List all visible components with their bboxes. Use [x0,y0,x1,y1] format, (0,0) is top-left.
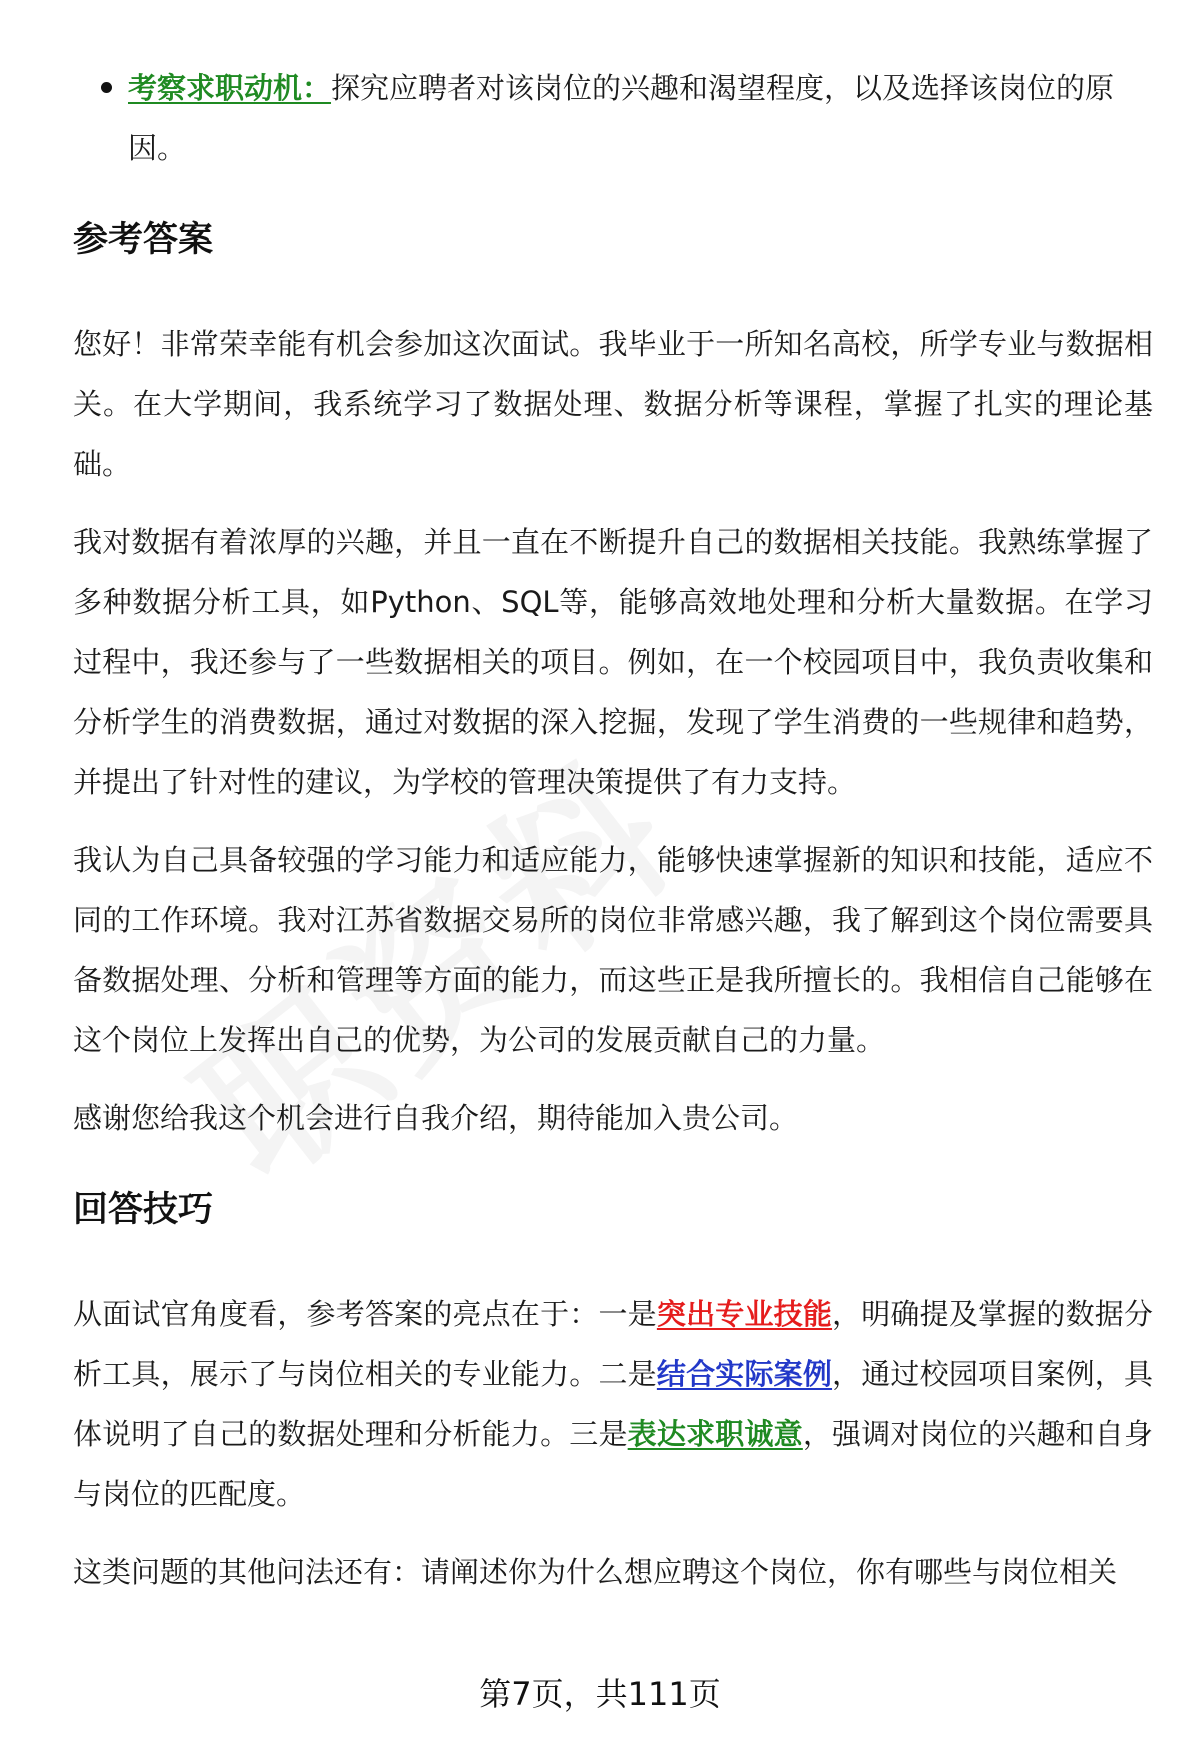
tips-text-4: ，强调对岗位的兴趣和自身与岗位的匹配度。 [73,1417,1153,1511]
page-number: 第7页，共111页 [479,1675,721,1713]
answer-paragraph-4: 感谢您给我这个机会进行自我介绍，期待能加入贵公司。 [73,1101,799,1135]
highlight-real-cases: 结合实际案例 [656,1357,833,1391]
highlight-professional-skills: 突出专业技能 [656,1297,833,1331]
bullet-dot-icon [101,82,112,93]
bullet-text: 探究应聘者对该岗位的兴趣和渴望程度，以及选择该岗位的原因。 [128,71,1115,165]
tips-text-1: 从面试官角度看，参考答案的亮点在于：一是 [73,1297,657,1331]
answer-paragraph-2: 我对数据有着浓厚的兴趣，并且一直在不断提升自己的数据相关技能。我熟练掌握了多种数据分析工具，如Python、SQL等，能够高效地处理和分析大量数据。在学习过程中，我还参与了一些数据相关的项目。例如，在一个校园项目中，我负责收集和分析学生的消费数据，通过对数据的深入挖掘，发现了学生消费的一些规律和趋势，并提出了针对性的建议，为学校的管理决策提供了有力支持。 [73,525,1153,799]
other-questions-paragraph: 这类问题的其他问法还有：请阐述你为什么想应聘这个岗位，你有哪些与岗位相关 [73,1555,1118,1589]
answer-paragraph-1: 您好！非常荣幸能有机会参加这次面试。我毕业于一所知名高校，所学专业与数据相关。在大学期间，我系统学习了数据处理、数据分析等课程，掌握了扎实的理论基础。 [73,327,1153,481]
page-content [73,58,1153,1620]
tips-text-2: ，明确提及掌握的数据分析工具，展示了与岗位相关的专业能力。二是 [73,1297,1153,1391]
highlight-sincerity: 表达求职诚意 [627,1417,803,1451]
answer-heading: 参考答案 [73,220,214,260]
tips-text-3: ，通过校园项目案例，具体说明了自己的数据处理和分析能力。三是 [73,1357,1153,1451]
bullet-item [73,58,1153,178]
bullet-label: 考察求职动机： [128,71,332,105]
tips-paragraph [73,1284,1153,1524]
tips-heading: 回答技巧 [73,1190,214,1230]
answer-paragraph-3: 我认为自己具备较强的学习能力和适应能力，能够快速掌握新的知识和技能，适应不同的工作环境。我对江苏省数据交易所的岗位非常感兴趣，我了解到这个岗位需要具备数据处理、分析和管理等方面的能力，而这些正是我所擅长的。我相信自己能够在这个岗位上发挥出自己的优势，为公司的发展贡献自己的力量。 [73,843,1153,1057]
